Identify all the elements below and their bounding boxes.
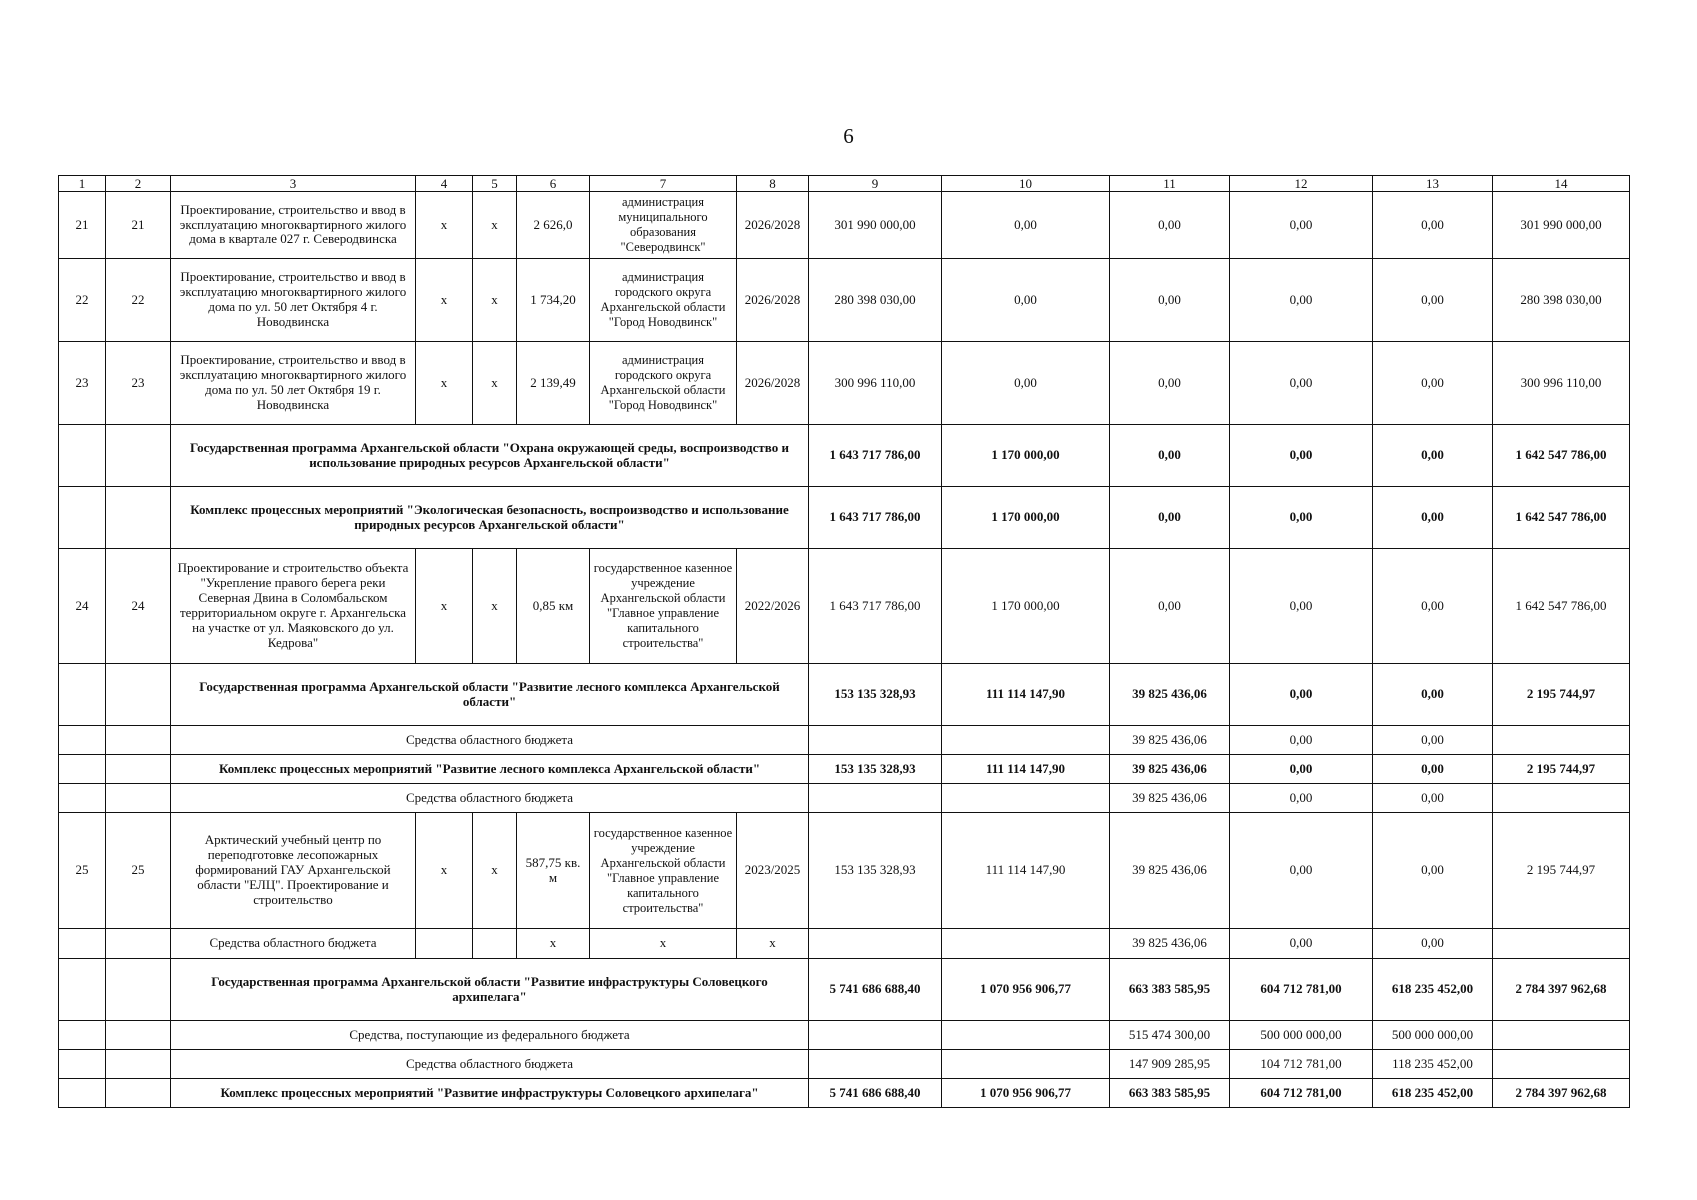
column-number-row (59, 176, 1630, 192)
amount-col-11: 0,00 (1110, 487, 1230, 549)
amount-col-9: 5 741 686 688,40 (809, 1079, 942, 1108)
amount-col-13: 0,00 (1373, 425, 1493, 487)
program-total-row (59, 487, 1630, 549)
object-description: Проектирование и строительство объекта "Укрепление правого берега реки Северная Двина в Соломбальском территориальном округе г. Архангельска на участке от ул. Маяковского до ул. Кедрова" (171, 549, 416, 664)
column-number-14: 14 (1493, 176, 1630, 192)
program-total-row (59, 1079, 1630, 1108)
amount-col-9: 153 135 328,93 (809, 755, 942, 784)
column-4-value: x (416, 549, 473, 664)
responsible-organization: государственное казенное учреждение Архангельской области "Главное управление капитального строительства" (590, 549, 737, 664)
object-row (59, 813, 1630, 929)
empty-cell (59, 959, 106, 1021)
amount-col-10: 0,00 (942, 192, 1110, 259)
program-total-row (59, 664, 1630, 726)
amount-col-12: 0,00 (1230, 813, 1373, 929)
amount-col-9: 1 643 717 786,00 (809, 549, 942, 664)
implementation-period: 2023/2025 (737, 813, 809, 929)
responsible-organization: администрация городского округа Архангельской области "Город Новодвинск" (590, 342, 737, 425)
column-5-value: x (473, 549, 517, 664)
amount-col-11: 39 825 436,06 (1110, 784, 1230, 813)
column-5-value: x (473, 259, 517, 342)
object-row (59, 549, 1630, 664)
empty-cell (59, 929, 106, 959)
amount-col-10 (942, 726, 1110, 755)
object-number: 23 (106, 342, 171, 425)
empty-cell (106, 929, 171, 959)
amount-col-9: 280 398 030,00 (809, 259, 942, 342)
amount-col-14: 1 642 547 786,00 (1493, 487, 1630, 549)
amount-col-9 (809, 784, 942, 813)
amount-col-10: 1 070 956 906,77 (942, 1079, 1110, 1108)
amount-col-11: 39 825 436,06 (1110, 929, 1230, 959)
amount-col-14: 2 195 744,97 (1493, 664, 1630, 726)
empty-cell (106, 784, 171, 813)
amount-col-9 (809, 1021, 942, 1050)
amount-col-11: 147 909 285,95 (1110, 1050, 1230, 1079)
program-title: Государственная программа Архангельской области "Охрана окружающей среды, воспроизводство и использование природных ресурсов Архангельской области" (171, 425, 809, 487)
column-number-9: 9 (809, 176, 942, 192)
object-description: Проектирование, строительство и ввод в эксплуатацию многоквартирного жилого дома по ул. 50 лет Октября 19 г. Новодвинска (171, 342, 416, 425)
amount-col-12: 0,00 (1230, 425, 1373, 487)
amount-col-10: 0,00 (942, 259, 1110, 342)
amount-col-12: 104 712 781,00 (1230, 1050, 1373, 1079)
amount-col-10 (942, 784, 1110, 813)
amount-col-11: 0,00 (1110, 549, 1230, 664)
amount-col-9 (809, 929, 942, 959)
program-title: Государственная программа Архангельской области "Развитие лесного комплекса Архангельской области" (171, 664, 809, 726)
funding-source-row (59, 726, 1630, 755)
object-description: Проектирование, строительство и ввод в эксплуатацию многоквартирного жилого дома в квартале 027 г. Северодвинска (171, 192, 416, 259)
implementation-period: 2026/2028 (737, 192, 809, 259)
amount-col-9: 153 135 328,93 (809, 813, 942, 929)
funding-source-row (59, 1050, 1630, 1079)
amount-col-11: 39 825 436,06 (1110, 755, 1230, 784)
amount-col-14: 1 642 547 786,00 (1493, 549, 1630, 664)
column-5-value: x (473, 192, 517, 259)
amount-col-13: 0,00 (1373, 259, 1493, 342)
amount-col-14 (1493, 1050, 1630, 1079)
amount-col-14: 300 996 110,00 (1493, 342, 1630, 425)
amount-col-10: 1 170 000,00 (942, 425, 1110, 487)
column-4-value: x (416, 192, 473, 259)
amount-col-13: 0,00 (1373, 549, 1493, 664)
amount-col-11: 0,00 (1110, 259, 1230, 342)
funding-source-row (59, 784, 1630, 813)
amount-col-14: 2 784 397 962,68 (1493, 1079, 1630, 1108)
amount-col-9: 1 643 717 786,00 (809, 487, 942, 549)
amount-col-13: 0,00 (1373, 784, 1493, 813)
row-number: 23 (59, 342, 106, 425)
amount-col-13: 618 235 452,00 (1373, 1079, 1493, 1108)
capacity-value: 1 734,20 (517, 259, 590, 342)
amount-col-10 (942, 1021, 1110, 1050)
column-number-2: 2 (106, 176, 171, 192)
object-number: 25 (106, 813, 171, 929)
row-number: 22 (59, 259, 106, 342)
responsible-organization: государственное казенное учреждение Архангельской области "Главное управление капитального строительства" (590, 813, 737, 929)
column-number-7: 7 (590, 176, 737, 192)
empty-cell (106, 1021, 171, 1050)
amount-col-13: 0,00 (1373, 755, 1493, 784)
empty-cell (59, 1050, 106, 1079)
amount-col-11: 663 383 585,95 (1110, 959, 1230, 1021)
amount-col-10 (942, 929, 1110, 959)
capacity-value: 587,75 кв. м (517, 813, 590, 929)
amount-col-12: 0,00 (1230, 664, 1373, 726)
object-row (59, 259, 1630, 342)
amount-col-10: 0,00 (942, 342, 1110, 425)
empty-cell (59, 784, 106, 813)
amount-col-13: 0,00 (1373, 487, 1493, 549)
capacity-value: 2 626,0 (517, 192, 590, 259)
amount-col-9: 153 135 328,93 (809, 664, 942, 726)
program-title: Комплекс процессных мероприятий "Развитие лесного комплекса Архангельской области" (171, 755, 809, 784)
program-total-row (59, 959, 1630, 1021)
object-number: 24 (106, 549, 171, 664)
implementation-period: 2026/2028 (737, 259, 809, 342)
amount-col-9: 1 643 717 786,00 (809, 425, 942, 487)
program-total-row (59, 755, 1630, 784)
empty-cell (106, 726, 171, 755)
amount-col-12: 500 000 000,00 (1230, 1021, 1373, 1050)
empty-cell (106, 425, 171, 487)
responsible-organization: администрация городского округа Архангельской области "Город Новодвинск" (590, 259, 737, 342)
column-number-13: 13 (1373, 176, 1493, 192)
amount-col-12: 0,00 (1230, 192, 1373, 259)
amount-col-12: 0,00 (1230, 549, 1373, 664)
column-number-4: 4 (416, 176, 473, 192)
amount-col-12: 604 712 781,00 (1230, 959, 1373, 1021)
amount-col-12: 0,00 (1230, 784, 1373, 813)
amount-col-13: 0,00 (1373, 192, 1493, 259)
amount-col-14: 280 398 030,00 (1493, 259, 1630, 342)
amount-col-10: 111 114 147,90 (942, 813, 1110, 929)
amount-col-12: 0,00 (1230, 259, 1373, 342)
funding-source-label: Средства, поступающие из федерального бюджета (171, 1021, 809, 1050)
empty-cell (106, 959, 171, 1021)
amount-col-14: 1 642 547 786,00 (1493, 425, 1630, 487)
responsible-organization: администрация муниципального образования "Северодвинск" (590, 192, 737, 259)
program-total-row (59, 425, 1630, 487)
amount-col-12: 604 712 781,00 (1230, 1079, 1373, 1108)
amount-col-12: 0,00 (1230, 342, 1373, 425)
empty-cell (59, 1021, 106, 1050)
amount-col-14 (1493, 1021, 1630, 1050)
empty-cell (106, 487, 171, 549)
amount-col-12: 0,00 (1230, 487, 1373, 549)
amount-col-13: 0,00 (1373, 929, 1493, 959)
program-title: Государственная программа Архангельской области "Развитие инфраструктуры Соловецкого архипелага" (171, 959, 809, 1021)
program-title: Комплекс процессных мероприятий "Развитие инфраструктуры Соловецкого архипелага" (171, 1079, 809, 1108)
column-7-value: x (590, 929, 737, 959)
implementation-period: 2026/2028 (737, 342, 809, 425)
object-description: Арктический учебный центр по переподготовке лесопожарных формирований ГАУ Архангельской области "ЕЛЦ". Проектирование и строительство (171, 813, 416, 929)
column-number-8: 8 (737, 176, 809, 192)
object-row (59, 192, 1630, 259)
amount-col-14: 2 195 744,97 (1493, 755, 1630, 784)
program-title: Комплекс процессных мероприятий "Экологическая безопасность, воспроизводство и использование природных ресурсов Архангельской области" (171, 487, 809, 549)
row-number: 24 (59, 549, 106, 664)
empty-cell (106, 1079, 171, 1108)
column-4-value: x (416, 259, 473, 342)
column-number-11: 11 (1110, 176, 1230, 192)
amount-col-10 (942, 1050, 1110, 1079)
amount-col-14: 301 990 000,00 (1493, 192, 1630, 259)
column-number-6: 6 (517, 176, 590, 192)
amount-col-12: 0,00 (1230, 755, 1373, 784)
amount-col-13: 118 235 452,00 (1373, 1050, 1493, 1079)
amount-col-13: 0,00 (1373, 726, 1493, 755)
funding-source-label: Средства областного бюджета (171, 1050, 809, 1079)
column-4-value (416, 929, 473, 959)
empty-cell (59, 755, 106, 784)
empty-cell (59, 1079, 106, 1108)
amount-col-14 (1493, 929, 1630, 959)
column-number-12: 12 (1230, 176, 1373, 192)
amount-col-9 (809, 1050, 942, 1079)
amount-col-11: 39 825 436,06 (1110, 813, 1230, 929)
empty-cell (106, 664, 171, 726)
amount-col-11: 663 383 585,95 (1110, 1079, 1230, 1108)
empty-cell (59, 726, 106, 755)
amount-col-13: 0,00 (1373, 664, 1493, 726)
amount-col-13: 0,00 (1373, 813, 1493, 929)
column-8-value: x (737, 929, 809, 959)
amount-col-13: 0,00 (1373, 342, 1493, 425)
amount-col-10: 111 114 147,90 (942, 664, 1110, 726)
amount-col-10: 1 170 000,00 (942, 549, 1110, 664)
amount-col-11: 39 825 436,06 (1110, 726, 1230, 755)
funding-source-label: Средства областного бюджета (171, 929, 416, 959)
column-5-value: x (473, 813, 517, 929)
empty-cell (59, 664, 106, 726)
empty-cell (59, 487, 106, 549)
capacity-value: 2 139,49 (517, 342, 590, 425)
amount-col-10: 1 070 956 906,77 (942, 959, 1110, 1021)
funding-source-label: Средства областного бюджета (171, 784, 809, 813)
object-number: 22 (106, 259, 171, 342)
funding-source-label: Средства областного бюджета (171, 726, 809, 755)
amount-col-12: 0,00 (1230, 726, 1373, 755)
capacity-value: 0,85 км (517, 549, 590, 664)
implementation-period: 2022/2026 (737, 549, 809, 664)
object-row (59, 342, 1630, 425)
column-5-value: x (473, 342, 517, 425)
amount-col-13: 500 000 000,00 (1373, 1021, 1493, 1050)
object-description: Проектирование, строительство и ввод в эксплуатацию многоквартирного жилого дома по ул. 50 лет Октября 4 г. Новодвинска (171, 259, 416, 342)
column-number-10: 10 (942, 176, 1110, 192)
amount-col-11: 515 474 300,00 (1110, 1021, 1230, 1050)
amount-col-11: 0,00 (1110, 192, 1230, 259)
amount-col-14 (1493, 784, 1630, 813)
empty-cell (106, 1050, 171, 1079)
column-number-3: 3 (171, 176, 416, 192)
amount-col-9: 5 741 686 688,40 (809, 959, 942, 1021)
empty-cell (59, 425, 106, 487)
column-5-value (473, 929, 517, 959)
amount-col-12: 0,00 (1230, 929, 1373, 959)
investment-table (58, 175, 1630, 1108)
amount-col-14: 2 784 397 962,68 (1493, 959, 1630, 1021)
amount-col-14 (1493, 726, 1630, 755)
object-number: 21 (106, 192, 171, 259)
amount-col-14: 2 195 744,97 (1493, 813, 1630, 929)
page-number: 6 (843, 124, 854, 148)
funding-source-row (59, 929, 1630, 959)
column-number-1: 1 (59, 176, 106, 192)
amount-col-9: 300 996 110,00 (809, 342, 942, 425)
amount-col-11: 0,00 (1110, 342, 1230, 425)
row-number: 25 (59, 813, 106, 929)
amount-col-11: 39 825 436,06 (1110, 664, 1230, 726)
amount-col-10: 111 114 147,90 (942, 755, 1110, 784)
column-4-value: x (416, 342, 473, 425)
column-number-5: 5 (473, 176, 517, 192)
amount-col-10: 1 170 000,00 (942, 487, 1110, 549)
amount-col-9 (809, 726, 942, 755)
column-6-value: x (517, 929, 590, 959)
amount-col-9: 301 990 000,00 (809, 192, 942, 259)
row-number: 21 (59, 192, 106, 259)
funding-source-row (59, 1021, 1630, 1050)
amount-col-13: 618 235 452,00 (1373, 959, 1493, 1021)
column-4-value: x (416, 813, 473, 929)
amount-col-11: 0,00 (1110, 425, 1230, 487)
empty-cell (106, 755, 171, 784)
